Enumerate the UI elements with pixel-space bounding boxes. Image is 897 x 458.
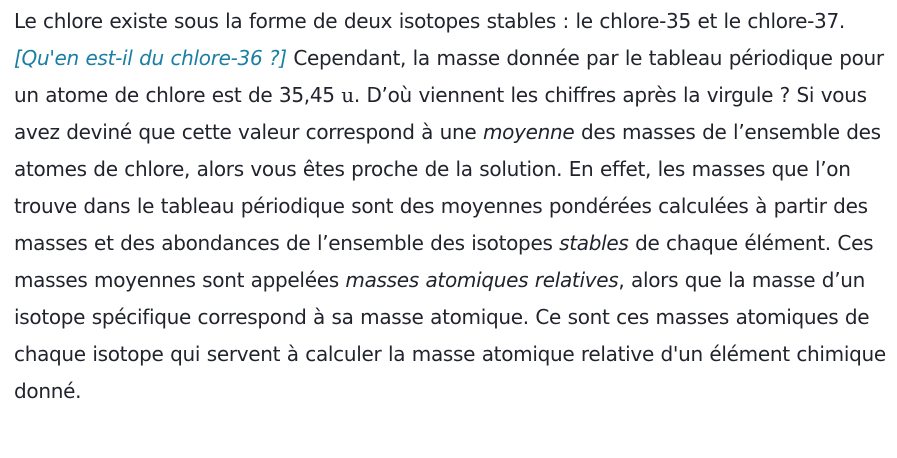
paragraph — [14, 3, 887, 410]
chlorine-36-hint-link[interactable]: [Qu'en est-il du chlore-36 ?] — [14, 46, 287, 70]
emphasis-stables: stables — [559, 231, 629, 255]
mass-unit: u — [341, 83, 354, 107]
text-segment: des masses de l’ensemble des atomes de chlore, alors vous êtes proche de la solution. En effet, les masses que l’on trouve dans le tableau périodique sont des moyennes pondérées calculées à partir des masses et des abondances de l’ensemble des isotopes — [14, 120, 881, 255]
text-segment: . D’où viennent les chiffres après la virgule ? Si vous avez deviné que cette valeur correspond à une — [14, 83, 867, 144]
emphasis-moyenne: moyenne — [482, 120, 575, 144]
text-segment: , alors que la masse d’un isotope spécifique correspond à sa masse atomique. Ce sont ces masses atomiques de chaque isotope qui servent à calculer la masse atomique relative d'un élément chimique donné. — [14, 268, 886, 403]
text-segment: Cependant, la masse donnée par le tableau périodique pour un atome de chlore est de 35,45 — [14, 46, 884, 107]
text-segment: Le chlore existe sous la forme de deux isotopes stables : le chlore-35 et le chlore-37. — [14, 9, 845, 33]
emphasis-masses-atomiques-relatives: masses atomiques relatives — [345, 268, 619, 292]
text-segment: de chaque élément. Ces masses moyennes sont appelées — [14, 231, 874, 292]
